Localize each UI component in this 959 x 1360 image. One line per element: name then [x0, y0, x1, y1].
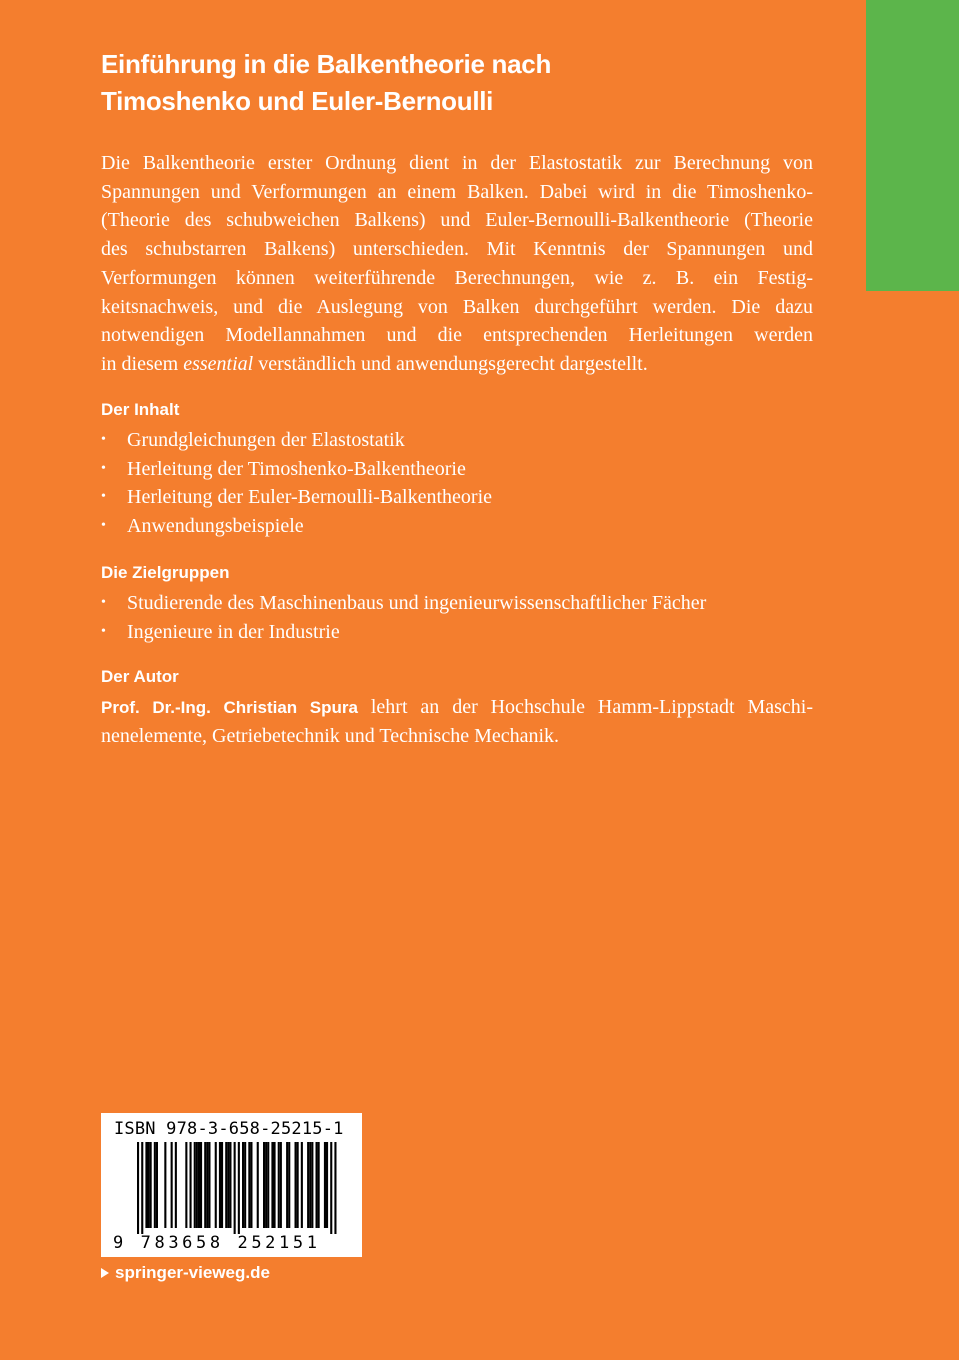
intro-line: Die Balkentheorie erster Ordnung dient in der Elastostatik zur Berechnung von: [101, 152, 813, 174]
barcode-bar: [141, 1142, 143, 1234]
title-line-2: Timoshenko und Euler-Bernoulli: [101, 86, 494, 116]
barcode-bar: [221, 1142, 223, 1228]
book-title: [101, 46, 841, 120]
barcode-bar: [137, 1142, 139, 1234]
author-line-1-rest: lehrt an der Hochschule Hamm-Lippstadt Maschi-: [357, 696, 813, 718]
barcode-bar: [148, 1142, 150, 1228]
barcode-bar: [219, 1142, 221, 1228]
barcode-bar: [248, 1142, 250, 1228]
barcode-digits: 9 783658 252151: [113, 1233, 321, 1253]
list-item: • Studierende des Maschinenbaus und ingenieurwissenschaftlicher Fächer: [101, 589, 706, 618]
barcode-bar: [278, 1142, 280, 1228]
barcode-bar: [286, 1142, 288, 1228]
barcode-bar: [263, 1142, 265, 1228]
isbn-barcode: [101, 1113, 362, 1257]
barcode-bar: [250, 1142, 252, 1228]
barcode-bar: [324, 1142, 326, 1228]
barcode-bar: [316, 1142, 318, 1228]
barcode-bar: [234, 1142, 236, 1234]
barcode-bar: [229, 1142, 231, 1228]
list-item: • Grundgleichungen der Elastostatik: [101, 426, 492, 455]
barcode-bar: [265, 1142, 267, 1228]
barcode-bar: [200, 1142, 202, 1228]
barcode-bar: [244, 1142, 246, 1228]
autor-heading: Der Autor: [101, 667, 179, 686]
barcode-bar: [204, 1142, 206, 1228]
intro-essential-italic: essential: [183, 352, 254, 375]
barcode-bar: [280, 1142, 282, 1228]
arrow-right-icon: [101, 1268, 109, 1278]
author-line-1: [101, 693, 813, 722]
list-item: • Herleitung der Timoshenko-Balkentheorie: [101, 455, 492, 484]
barcode-bar: [267, 1142, 269, 1228]
barcode-bar: [227, 1142, 229, 1228]
barcode-bar: [225, 1142, 227, 1228]
barcode-bar: [295, 1142, 297, 1228]
inhalt-heading: Der Inhalt: [101, 400, 180, 419]
barcode-bar: [171, 1142, 173, 1228]
barcode-bar: [301, 1142, 303, 1228]
intro-line-last: [101, 350, 813, 379]
barcode-bar: [198, 1142, 200, 1228]
intro-last-prefix: in diesem: [101, 352, 184, 375]
intro-line: Verformungen können weiterführende Berechnungen, wie z. B. ein Festig-: [101, 266, 813, 289]
barcode-bar: [307, 1142, 309, 1228]
barcode-bars: [137, 1142, 349, 1242]
author-bio: [101, 693, 813, 751]
inhalt-list: [101, 426, 492, 541]
barcode-bar: [309, 1142, 311, 1228]
green-accent-tab: [866, 0, 959, 291]
barcode-bar: [175, 1142, 177, 1228]
barcode-bar: [257, 1142, 259, 1228]
isbn-label: ISBN 978-3-658-25215-1: [114, 1119, 344, 1139]
barcode-bar: [185, 1142, 187, 1228]
barcode-bar: [311, 1142, 313, 1228]
barcode-bar: [238, 1142, 240, 1234]
intro-line: Spannungen und Verformungen an einem Balken. Dabei wird in die Timoshenko-: [101, 180, 813, 203]
barcode-bar: [194, 1142, 196, 1228]
barcode-bar: [330, 1142, 332, 1234]
list-item: • Ingenieure in der Industrie: [101, 618, 706, 647]
intro-line: keitsnachweis, und die Auslegung von Balken durchgeführt werden. Die dazu: [101, 295, 813, 318]
website-link[interactable]: [101, 1263, 270, 1283]
zielgruppen-heading: Die Zielgruppen: [101, 563, 230, 582]
barcode-bar: [334, 1142, 336, 1234]
author-name: Prof. Dr.-Ing. Christian Spura: [101, 698, 358, 717]
barcode-bar: [288, 1142, 290, 1228]
barcode-bar: [318, 1142, 320, 1228]
barcode-bar: [297, 1142, 299, 1228]
barcode-bar: [208, 1142, 210, 1228]
intro-line: notwendigen Modellannahmen und die entsprechenden Herleitungen werden: [101, 324, 813, 347]
barcode-bar: [206, 1142, 208, 1228]
barcode-bar: [154, 1142, 156, 1228]
website-label: springer-vieweg.de: [115, 1263, 270, 1282]
barcode-bar: [156, 1142, 158, 1228]
barcode-bar: [274, 1142, 276, 1228]
intro-line: des schubstarren Balkens) unterschieden. Mit Kenntnis der Spannungen und: [101, 238, 813, 261]
barcode-bar: [326, 1142, 328, 1228]
title-line-1: Einführung in die Balkentheorie nach: [101, 49, 552, 79]
barcode-bar: [145, 1142, 147, 1228]
barcode-bar: [242, 1142, 244, 1228]
list-item: • Herleitung der Euler-Bernoulli-Balkentheorie: [101, 483, 492, 512]
barcode-bar: [150, 1142, 152, 1228]
barcode-bar: [215, 1142, 217, 1228]
zielgruppen-list: [101, 589, 706, 646]
list-item: • Anwendungsbeispiele: [101, 512, 492, 541]
author-line-2: nenelemente, Getriebetechnik und Technische Mechanik.: [101, 725, 560, 747]
intro-last-suffix: verständlich und anwendungsgerecht dargestellt.: [253, 352, 648, 375]
intro-paragraph: [101, 149, 813, 379]
intro-line: (Theorie des schubweichen Balkens) und Euler-Bernoulli-Balkentheorie (Theorie: [101, 209, 813, 232]
barcode-bar: [196, 1142, 198, 1228]
barcode-bar: [190, 1142, 192, 1228]
barcode-bar: [164, 1142, 166, 1228]
barcode-bar: [271, 1142, 273, 1228]
